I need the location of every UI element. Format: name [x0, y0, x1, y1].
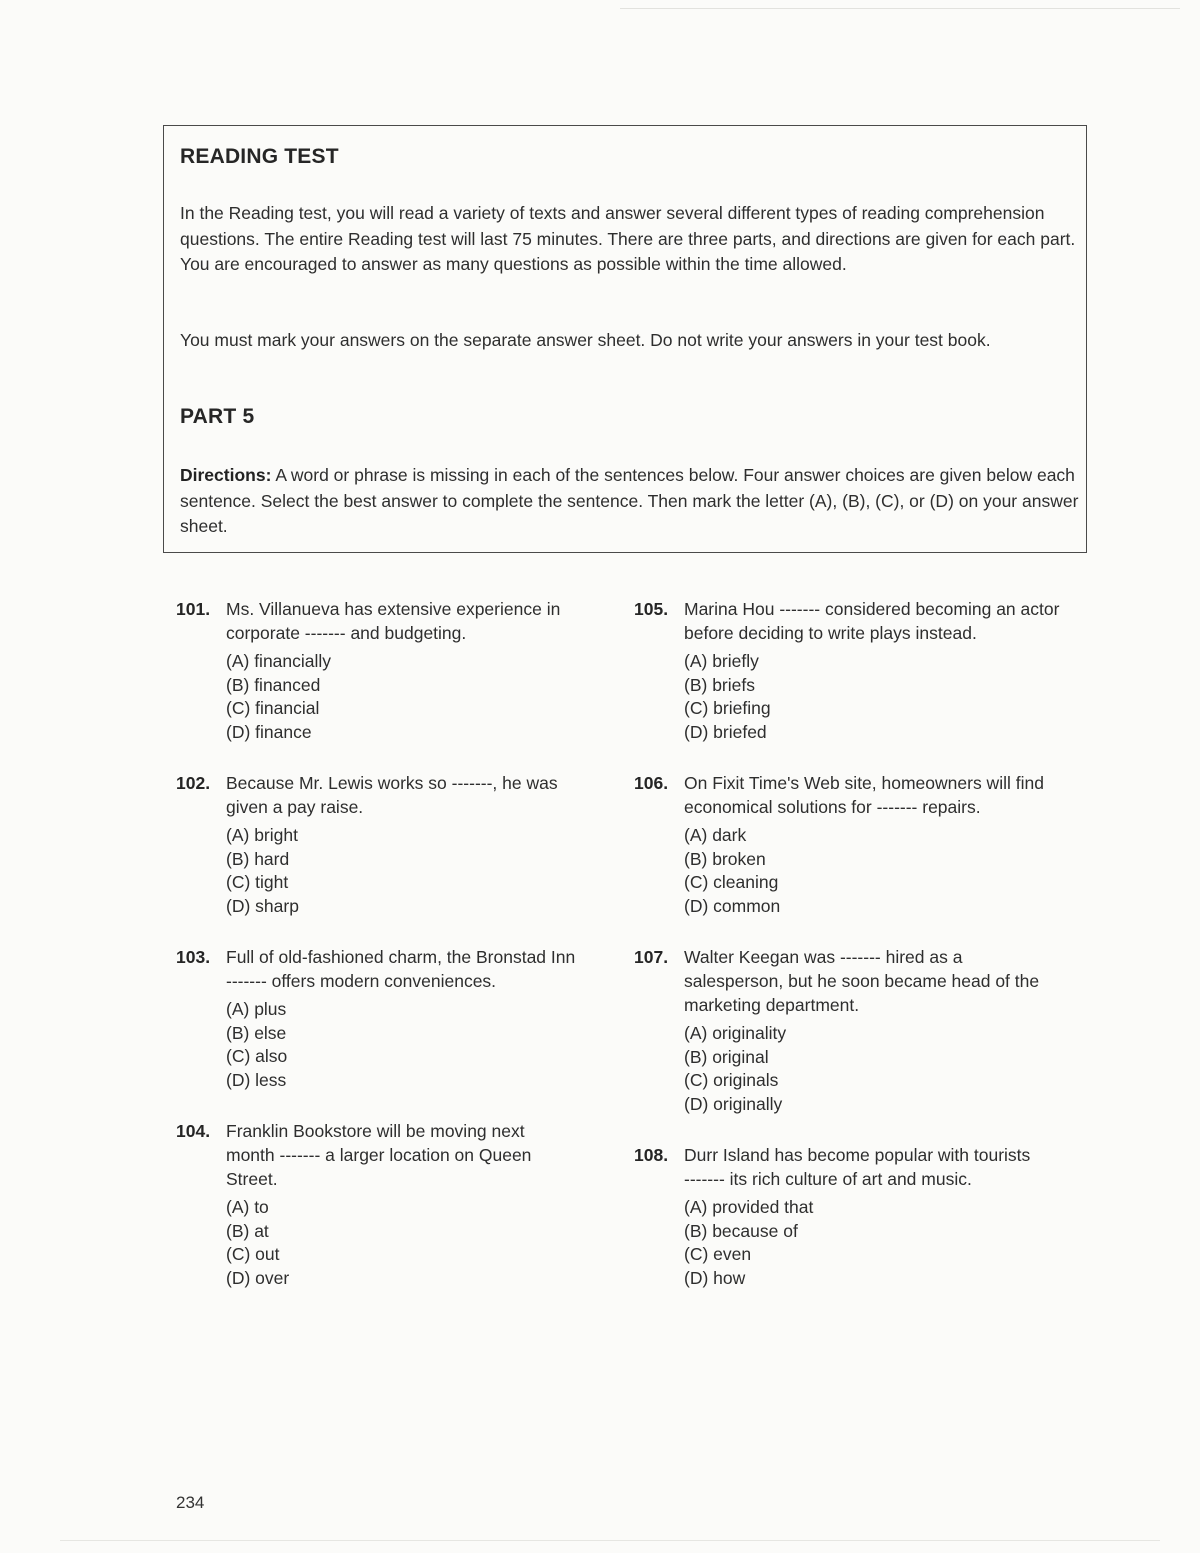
- option-b: (B) hard: [226, 848, 290, 869]
- option-b: (B) original: [684, 1046, 769, 1067]
- option-d: (D) originally: [684, 1093, 783, 1114]
- directions-label: Directions:: [180, 465, 272, 485]
- question-number: 102.: [176, 773, 211, 793]
- intro-paragraph: In the Reading test, you will read a variety of texts and answer several different types of reading comprehension questions. The entire Reading test will last 75 minutes. There are three parts, and directions are given for each part. You are encouraged to answer as many questions as possible within the time allowed.: [180, 203, 1076, 274]
- option-b: (B) because of: [684, 1220, 798, 1241]
- question-104: [176, 1119, 576, 1290]
- directions-text: A word or phrase is missing in each of the sentences below. Four answer choices are given below each sentence. Select the best answer to complete the sentence. Then mark the letter (A), (B), (C), or (D) on your answer sheet.: [180, 465, 1079, 536]
- question-108: [634, 1143, 1034, 1290]
- question-number: 101.: [176, 599, 211, 619]
- option-b: (B) at: [226, 1220, 269, 1241]
- page-number: 234: [176, 1493, 205, 1512]
- question-number: 103.: [176, 947, 211, 967]
- option-d: (D) how: [684, 1267, 746, 1288]
- question-number: 107.: [634, 947, 669, 967]
- part-title: PART 5: [180, 405, 255, 428]
- question-101: [176, 597, 576, 744]
- option-c: (C) out: [226, 1244, 280, 1264]
- question-text: On Fixit Time's Web site, homeowners will find economical solutions for ------- repairs.: [684, 773, 1044, 817]
- question-number: 108.: [634, 1145, 669, 1165]
- option-c: (C) tight: [226, 872, 289, 892]
- scan-edge-bottom: [60, 1540, 1160, 1541]
- option-c: (C) briefing: [684, 698, 771, 718]
- question-106: [634, 771, 1064, 918]
- option-c: (C) even: [684, 1244, 752, 1264]
- option-d: (D) sharp: [226, 895, 299, 916]
- option-c: (C) also: [226, 1046, 288, 1066]
- option-a: (A) plus: [226, 999, 287, 1019]
- option-c: (C) cleaning: [684, 872, 779, 892]
- option-b: (B) briefs: [684, 674, 755, 695]
- option-a: (A) to: [226, 1197, 269, 1217]
- question-number: 106.: [634, 773, 669, 793]
- option-a: (A) briefly: [684, 651, 759, 671]
- answer-sheet-note: You must mark your answers on the separate answer sheet. Do not write your answers in your test book.: [180, 330, 991, 350]
- option-d: (D) finance: [226, 721, 312, 742]
- option-a: (A) dark: [684, 825, 747, 845]
- question-number: 104.: [176, 1121, 211, 1141]
- option-a: (A) originality: [684, 1023, 787, 1043]
- question-text: Marina Hou ------- considered becoming an actor before deciding to write plays instead.: [684, 599, 1060, 643]
- option-a: (A) bright: [226, 825, 298, 845]
- option-c: (C) originals: [684, 1070, 779, 1090]
- option-a: (A) financially: [226, 651, 332, 671]
- option-a: (A) provided that: [684, 1197, 814, 1217]
- scan-edge-top: [620, 8, 1180, 9]
- section-title: READING TEST: [180, 145, 339, 168]
- question-text: Walter Keegan was ------- hired as a salesperson, but he soon became head of the marketing department.: [684, 947, 1040, 1015]
- question-103: [176, 945, 576, 1092]
- option-d: (D) common: [684, 895, 781, 916]
- question-number: 105.: [634, 599, 669, 619]
- question-text: Franklin Bookstore will be moving next month ------- a larger location on Queen Street.: [226, 1121, 532, 1189]
- option-d: (D) over: [226, 1267, 290, 1288]
- question-105: [634, 597, 1064, 744]
- directions-paragraph: [180, 463, 1080, 540]
- option-b: (B) broken: [684, 848, 766, 869]
- option-b: (B) else: [226, 1022, 287, 1043]
- question-107: [634, 945, 1064, 1116]
- option-d: (D) less: [226, 1069, 287, 1090]
- question-102: [176, 771, 576, 918]
- question-text: Full of old-fashioned charm, the Bronstad Inn ------- offers modern conveniences.: [226, 947, 576, 991]
- question-text: Durr Island has become popular with tourists ------- its rich culture of art and music.: [684, 1145, 1031, 1189]
- question-text: Ms. Villanueva has extensive experience in corporate ------- and budgeting.: [226, 599, 561, 643]
- option-d: (D) briefed: [684, 721, 767, 742]
- question-text: Because Mr. Lewis works so -------, he was given a pay raise.: [226, 773, 558, 817]
- option-c: (C) financial: [226, 698, 320, 718]
- option-b: (B) financed: [226, 674, 321, 695]
